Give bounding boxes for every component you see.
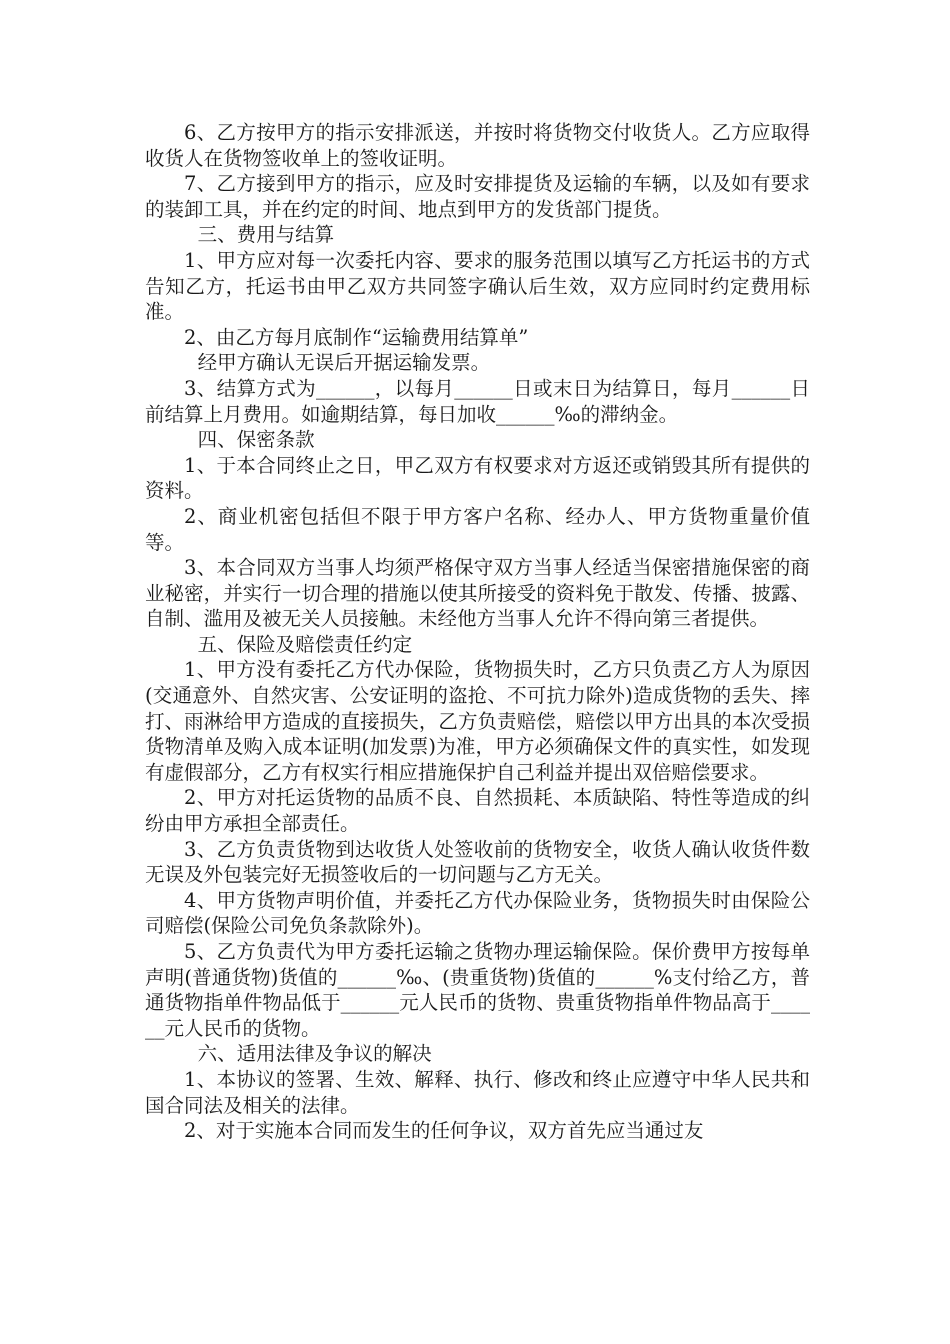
fees-paragraph-2: 2、由乙方每月底制作“运输费用结算单” <box>184 325 529 349</box>
fees-paragraph-1: 1、甲方应对每一次委托内容、要求的服务范围以填写乙方托运书的方式告知乙方，托运书由甲乙双方共同签字确认后生效，双方应同时约定费用标准。 <box>145 248 810 324</box>
fees-paragraph-3: 3、结算方式为______，以每月______日或末日为结算日，每月______日前结算上月费用。如逾期结算，每日加收______‰的滞纳金。 <box>145 376 810 426</box>
paragraph-7: 7、乙方接到甲方的指示，应及时安排提货及运输的车辆，以及如有要求的装卸工具，并在约定的时间、地点到甲方的发货部门提货。 <box>145 172 810 221</box>
paragraph-6: 6、乙方按甲方的指示安排派送，并按时将货物交付收货人。乙方应取得收货人在货物签收单上的签收证明。 <box>145 121 810 170</box>
law-paragraph-2: 2、对于实施本合同而发生的任何争议，双方首先应当通过友 <box>184 1119 704 1143</box>
fees-paragraph-2-cont: 经甲方确认无误后开据运输发票。 <box>197 351 491 375</box>
insurance-paragraph-1: 1、甲方没有委托乙方代办保险，货物损失时，乙方只负责乙方人为原因(交通意外、自然灾害、公安证明的盗抢、不可抗力除外)造成货物的丢失、摔打、雨淋给甲方造成的直接损失，乙方负责赔偿，赔偿以甲方出具的本次受损货物清单及购入成本证明(加发票)为准，甲方必须确保文件的真实性，如发现有虚假部分，乙方有权实行相应措施保护自己利益并提出双倍赔偿要求。 <box>145 658 810 784</box>
confidentiality-paragraph-1: 1、于本合同终止之日，甲乙双方有权要求对方返还或销毁其所有提供的资料。 <box>145 453 810 503</box>
insurance-paragraph-3: 3、乙方负责货物到达收货人处签收前的货物安全，收货人确认收货件数无误及外包装完好无损签收后的一切问题与乙方无关。 <box>145 837 810 887</box>
section-heading-law: 六、适用法律及争议的解决 <box>197 1042 432 1066</box>
insurance-paragraph-5: 5、乙方负责代为甲方委托运输之货物办理运输保险。保价费甲方按每单声明(普通货物)货值的______‰、(贵重货物)货值的______%支付给乙方，普通货物指单件物品低于______元人民币的货物、贵重货物指单件物品高于______元人民币的货物。 <box>145 940 810 1040</box>
confidentiality-paragraph-2: 2、商业机密包括但不限于甲方客户名称、经办人、甲方货物重量价值等。 <box>145 504 810 554</box>
document-body <box>145 120 810 1144</box>
law-paragraph-1: 1、本协议的签署、生效、解释、执行、修改和终止应遵守中华人民共和国合同法及相关的法律。 <box>145 1067 810 1117</box>
confidentiality-paragraph-3: 3、本合同双方当事人均须严格保守双方当事人经适当保密措施保密的商业秘密，并实行一切合理的措施以使其所接受的资料免于散发、传播、披露、自制、滥用及被无关人员接触。未经他方当事人允许不得向第三者提供。 <box>145 556 810 631</box>
insurance-paragraph-4: 4、甲方货物声明价值，并委托乙方代办保险业务，货物损失时由保险公司赔偿(保险公司免负条款除外)。 <box>145 888 810 938</box>
section-heading-fees: 三、费用与结算 <box>197 223 335 247</box>
section-heading-confidentiality: 四、保密条款 <box>197 428 315 452</box>
section-heading-insurance: 五、保险及赔偿责任约定 <box>197 632 413 656</box>
insurance-paragraph-2: 2、甲方对托运货物的品质不良、自然损耗、本质缺陷、特性等造成的纠纷由甲方承担全部责任。 <box>145 786 810 836</box>
